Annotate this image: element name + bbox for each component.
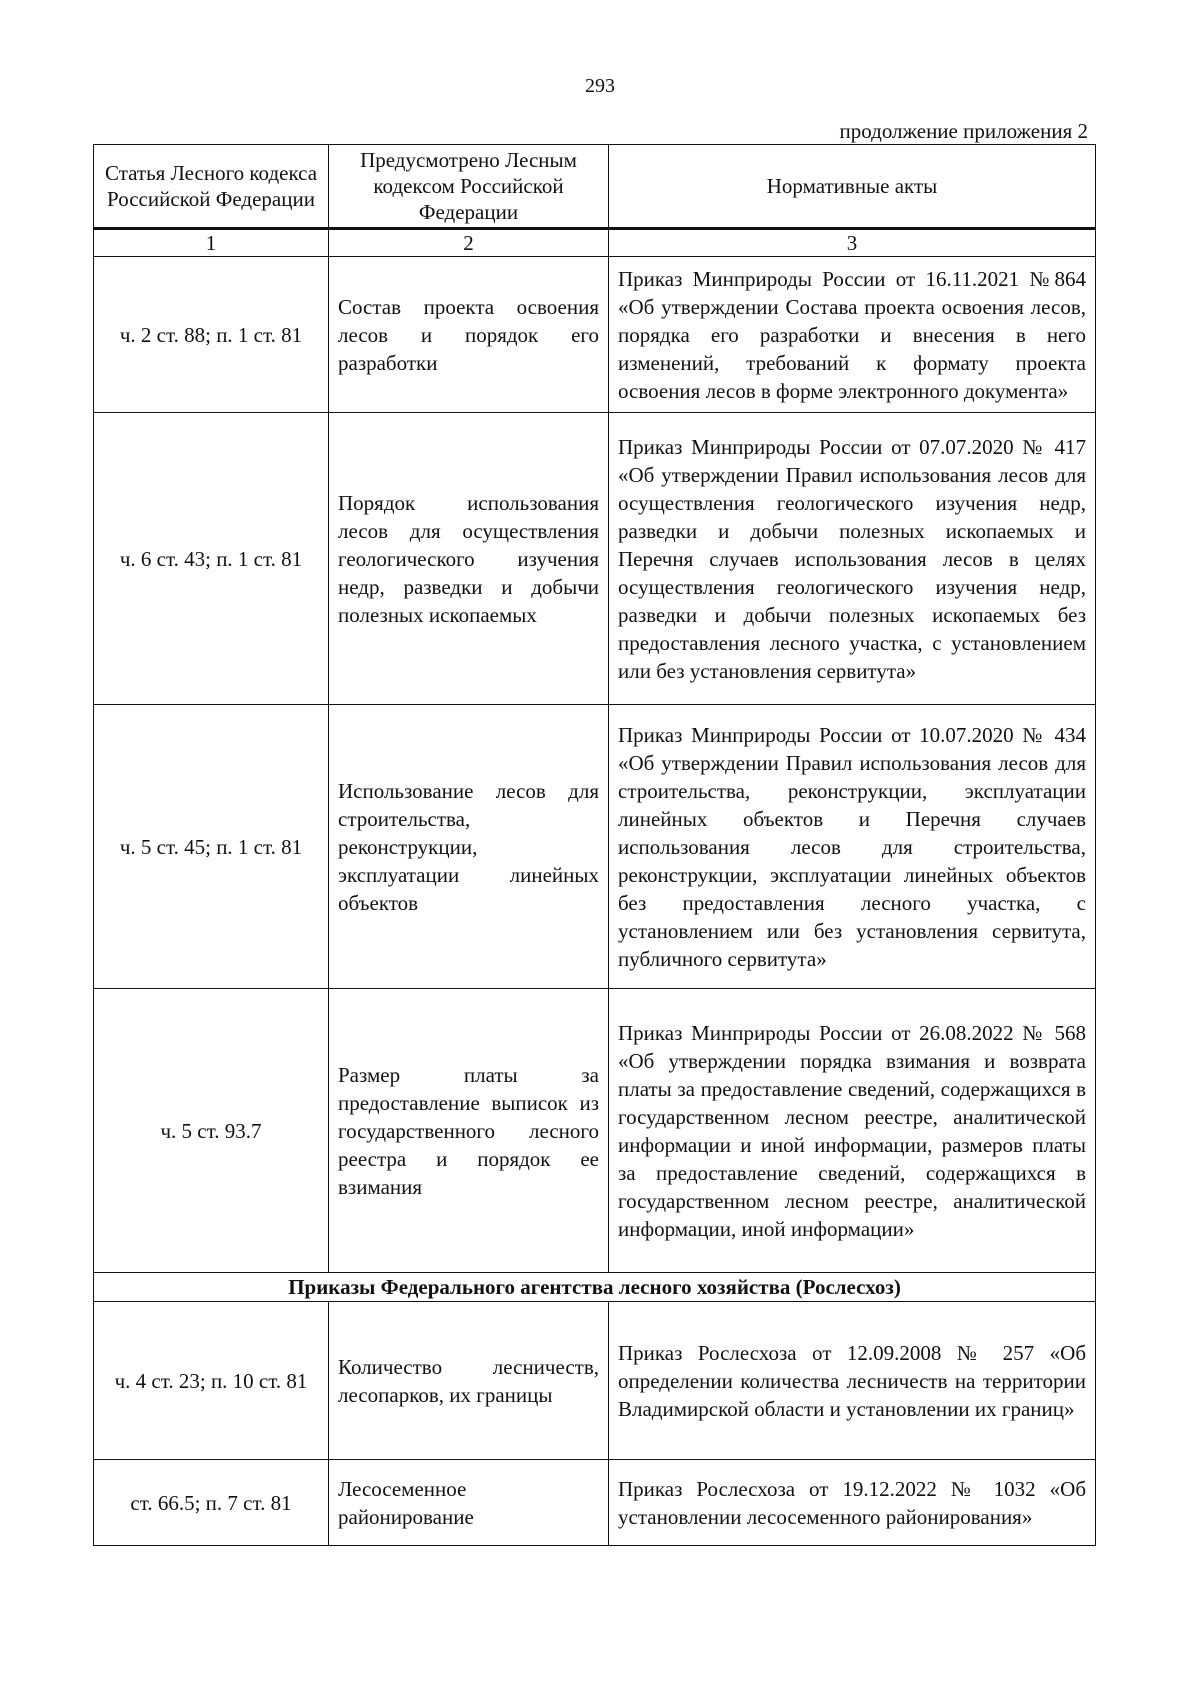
acts-cell: Приказ Минприроды России от 07.07.2020 № 417 «Об утверждении Правил использования лесов для осуществления геологического изучения недр, разведки и добычи полезных ископаемых и Перечня случаев использования лесов в целях осуществления геологического изучения недр, разведки и добычи полезных ископаемых без предоставления лесного участка, с установлением или без установления сервитута» — [609, 413, 1096, 705]
table-row — [94, 1302, 1096, 1460]
article-cell: ст. 66.5; п. 7 ст. 81 — [94, 1460, 329, 1546]
header-article: Статья Лесного кодекса Российской Федерации — [94, 145, 329, 229]
column-number: 2 — [329, 229, 609, 257]
acts-cell: Приказ Рослесхоза от 19.12.2022 № 1032 «Об установлении лесосеменного районирования» — [609, 1460, 1096, 1546]
table-row — [94, 257, 1096, 413]
article-cell: ч. 5 ст. 93.7 — [94, 989, 329, 1273]
normative-acts-table — [93, 144, 1096, 1546]
column-number: 1 — [94, 229, 329, 257]
acts-cell: Приказ Минприроды России от 10.07.2020 № 434 «Об утверждении Правил использования лесов для строительства, реконструкции, эксплуатации линейных объектов и Перечня случаев использования лесов для строительства, реконструкции, эксплуатации линейных объектов без предоставления лесного участка, с установлением или без установления сервитута, публичного сервитута» — [609, 705, 1096, 989]
header-acts: Нормативные акты — [609, 145, 1096, 229]
article-cell: ч. 6 ст. 43; п. 1 ст. 81 — [94, 413, 329, 705]
header-provision: Предусмотрено Лесным кодексом Российской Федерации — [329, 145, 609, 229]
acts-cell: Приказ Минприроды России от 16.11.2021 №864 «Об утверждении Состава проекта освоения лесов, порядка его разработки и внесения в него изменений, требований к формату проекта освоения лесов в форме электронного документа» — [609, 257, 1096, 413]
subject-cell: Лесосеменное районирование — [329, 1460, 609, 1546]
column-number-row — [94, 229, 1096, 257]
subject-cell: Состав проекта освоения лесов и порядок его разработки — [329, 257, 609, 413]
section-header-row — [94, 1273, 1096, 1302]
subject-cell: Размер платы за предоставление выписок из государственного лесного реестра и порядок ее взимания — [329, 989, 609, 1273]
section-title: Приказы Федерального агентства лесного хозяйства (Рослесхоз) — [94, 1273, 1096, 1302]
page-number: 293 — [585, 75, 615, 97]
acts-cell: Приказ Рослесхоза от 12.09.2008 № 257 «Об определении количества лесничеств на территории Владимирской области и установлении их границ» — [609, 1302, 1096, 1460]
table-header-row — [94, 145, 1096, 229]
continuation-note: продолжение приложения 2 — [839, 119, 1088, 143]
subject-cell: Количество лесничеств, лесопарков, их границы — [329, 1302, 609, 1460]
article-cell: ч. 4 ст. 23; п. 10 ст. 81 — [94, 1302, 329, 1460]
article-cell: ч. 5 ст. 45; п. 1 ст. 81 — [94, 705, 329, 989]
acts-cell: Приказ Минприроды России от 26.08.2022 № 568 «Об утверждении порядка взимания и возврата платы за предоставление сведений, содержащихся в государственном лесном реестре, аналитической информации и иной информации, размеров платы за предоставление сведений, содержащихся в государственном лесном реестре, аналитической информации, иной информации» — [609, 989, 1096, 1273]
table-row — [94, 1460, 1096, 1546]
subject-cell: Порядок использования лесов для осуществления геологического изучения недр, разведки и добычи полезных ископаемых — [329, 413, 609, 705]
table-row — [94, 705, 1096, 989]
article-cell: ч. 2 ст. 88; п. 1 ст. 81 — [94, 257, 329, 413]
subject-cell: Использование лесов для строительства, реконструкции, эксплуатации линейных объектов — [329, 705, 609, 989]
table-row — [94, 413, 1096, 705]
column-number: 3 — [609, 229, 1096, 257]
table-row — [94, 989, 1096, 1273]
